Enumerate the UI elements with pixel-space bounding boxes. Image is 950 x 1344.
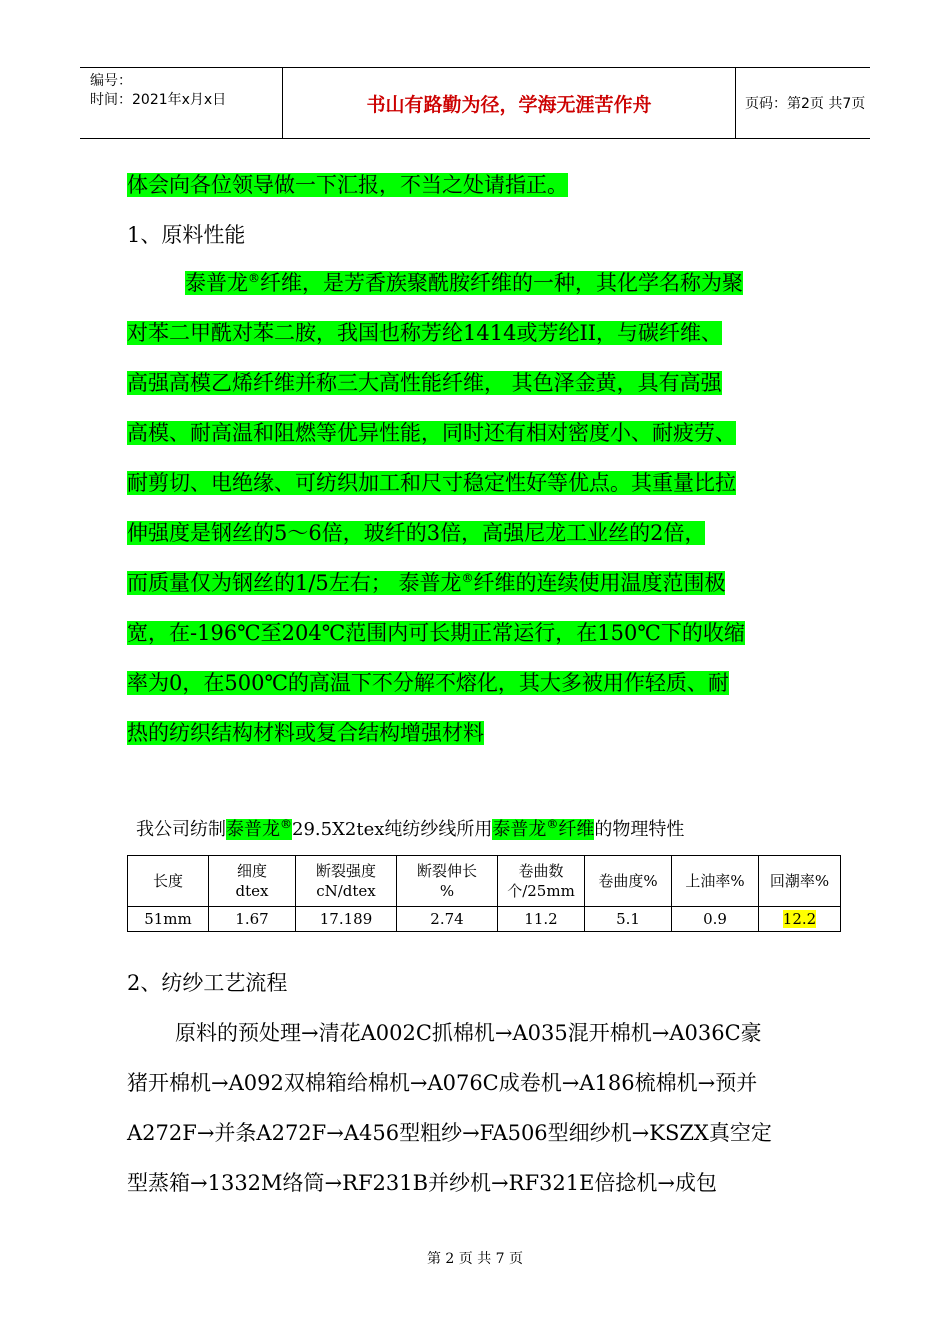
- section2-title: 2、纺纱工艺流程: [127, 971, 288, 995]
- value-cell: 12.2: [759, 907, 841, 932]
- header-cell: 回潮率%: [759, 856, 841, 907]
- header-cell: 细度 dtex: [209, 856, 296, 907]
- header-cell: 上油率%: [672, 856, 759, 907]
- header-cell: 卷曲度%: [585, 856, 672, 907]
- page-footer: 第 2 页 共 7 页: [426, 1251, 524, 1267]
- process-line: A272F→并条A272F→A456型粗纱→FA506型细纱机→KSZX真空定: [127, 1121, 772, 1145]
- table-row: [128, 907, 841, 932]
- table-header-row: [128, 856, 841, 907]
- paragraph-line: 宽，在-196℃至204℃范围内可长期正常运行，在150℃下的收缩: [127, 621, 745, 645]
- value-cell: 51mm: [128, 907, 209, 932]
- header-page-cell: [735, 68, 870, 138]
- value-cell: 1.67: [209, 907, 296, 932]
- header-cell: 断裂强度 cN/dtex: [296, 856, 397, 907]
- header-meta: [80, 68, 282, 138]
- paragraph-line: 高模、耐高温和阻燃等优异性能，同时还有相对密度小、耐疲劳、: [127, 421, 736, 445]
- date-label: 时间：2021年x月x日: [90, 92, 227, 108]
- motto: 书山有路勤为径，学海无涯苦作舟: [366, 93, 652, 116]
- paragraph-line: 泰普龙®纤维，是芳香族聚酰胺纤维的一种，其化学名称为聚: [185, 271, 743, 295]
- paragraph-line: 热的纺织结构材料或复合结构增强材料: [127, 721, 484, 745]
- intro-line: 体会向各位领导做一下汇报，不当之处请指正。: [127, 173, 568, 197]
- process-line: 型蒸箱→1332M络筒→RF231B并纱机→RF321E倍捻机→成包: [127, 1171, 718, 1195]
- process-line: 猪开棉机→A092双棉箱给棉机→A076C成卷机→A186梳棉机→预并: [127, 1071, 758, 1095]
- paragraph-line: 耐剪切、电绝缘、可纺织加工和尺寸稳定性好等优点。其重量比拉: [127, 471, 736, 495]
- number-label: 编号：: [90, 73, 132, 89]
- header-cell: 断裂伸长 %: [397, 856, 498, 907]
- value-cell: 11.2: [498, 907, 585, 932]
- paragraph-line: 高强高模乙烯纤维并称三大高性能纤维， 其色泽金黄，具有高强: [127, 371, 722, 395]
- value-cell: 5.1: [585, 907, 672, 932]
- paragraph-line: 率为0，在500℃的高温下不分解不熔化，其大多被用作轻质、耐: [127, 671, 729, 695]
- process-line: 原料的预处理→清花A002C抓棉机→A035混开棉机→A036C豪: [175, 1021, 762, 1045]
- value-cell: 17.189: [296, 907, 397, 932]
- section1-title: 1、原料性能: [127, 223, 246, 247]
- paragraph-line: 而质量仅为钢丝的1/5左右； 泰普龙®纤维的连续使用温度范围极: [127, 571, 726, 595]
- physical-properties-table: [127, 855, 841, 932]
- header-cell: 长度: [128, 856, 209, 907]
- paragraph-line: 伸强度是钢丝的5～6倍，玻纤的3倍，高强尼龙工业丝的2倍，: [127, 521, 706, 545]
- table-caption: 我公司纺制泰普龙®29.5X2tex纯纺纱线所用泰普龙®纤维的物理特性: [136, 817, 685, 840]
- value-cell: 2.74: [397, 907, 498, 932]
- header-cell: 卷曲数 个/25mm: [498, 856, 585, 907]
- page-header: [80, 67, 870, 139]
- page-info: 页码：第2页 共7页: [745, 96, 866, 112]
- value-cell: 0.9: [672, 907, 759, 932]
- header-motto-cell: [282, 68, 736, 138]
- paragraph-line: 对苯二甲酰对苯二胺，我国也称芳纶1414或芳纶II，与碳纤维、: [127, 321, 723, 345]
